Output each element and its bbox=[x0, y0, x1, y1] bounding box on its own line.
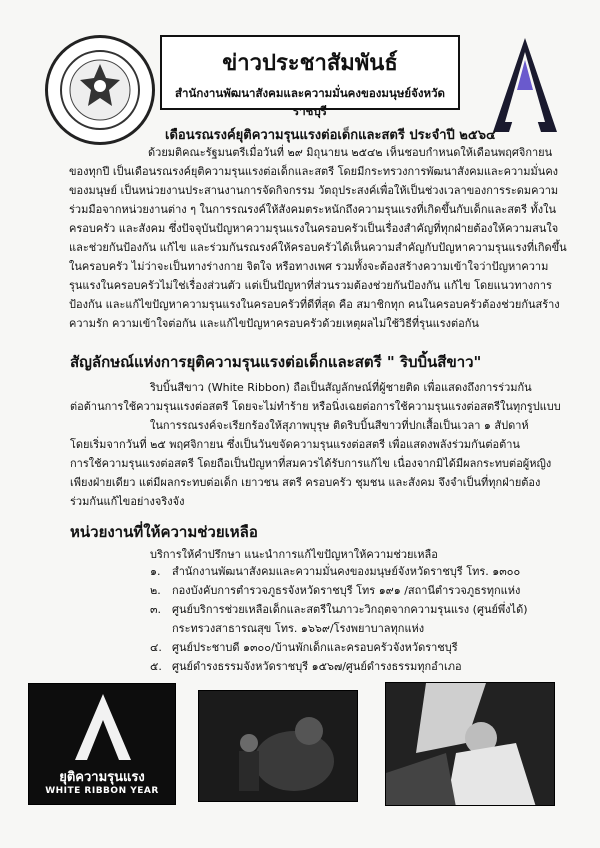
paragraph-line: ด้วยมติคณะรัฐมนตรีเมื่อวันที่ ๒๙ มิถุนายน ๒๕๔๒ เห็นชอบกำหนดให้เดือนพฤศจิกายน bbox=[148, 146, 553, 159]
item-text: กองบังคับการตำรวจภูธรจังหวัดราชบุรี โทร ๑๙๑ /สถานีตำรวจภูธรทุกแห่ง bbox=[172, 584, 521, 597]
paragraph-line: ต่อต้านการใช้ความรุนแรงต่อสตรี โดยจะไม่ทำร้าย หรือนิ่งเฉยต่อการใช้ความรุนแรงต่อสตรีในทุกรูปแบบ bbox=[70, 400, 561, 413]
badge-english-text: WHITE RIBBON YEAR bbox=[45, 786, 159, 796]
paragraph-line: ป้องกัน และแก้ไขปัญหาความรุนแรงในครอบครัวที่ดีที่สุด คือ สมาชิกทุก คนในครอบครัวต้องช่วยกันสร้าง bbox=[69, 298, 560, 311]
list-item bbox=[150, 562, 550, 581]
item-number: ๓. bbox=[150, 603, 162, 616]
item-text: ศูนย์บริการช่วยเหลือเด็กและสตรีในภาวะวิกฤตจากความรุนแรง (ศูนย์พึ่งได้) bbox=[172, 603, 528, 616]
paragraph-line: รุนแรงในครอบครัวไม่ใช่เรื่องส่วนตัว แต่เป็นปัญหาที่ส่วนรวมต้องช่วยกันป้องกัน แก้ไข โดยแนวทางการ bbox=[69, 279, 552, 292]
list-item bbox=[150, 600, 550, 638]
page-title: ข่าวประชาสัมพันธ์ bbox=[222, 51, 398, 76]
list-item bbox=[150, 657, 550, 676]
paragraph-line: ความรัก ความเข้าใจต่อกัน และแก้ไขปัญหาครอบครัวด้วยเหตุผลไม่ใช้วิธีที่รุนแรงต่อกัน bbox=[69, 317, 479, 330]
paragraph-line: การใช้ความรุนแรงต่อสตรี โดยถือเป็นปัญหาที่สมควรได้รับการแก้ไข เนื่องจากมิได้มีผลกระทบต่อผู้หญิง bbox=[70, 457, 552, 470]
paragraph-line: โดยเริ่มจากวันที่ ๒๕ พฤศจิกายน ซึ่งเป็นวันขจัดความรุนแรงต่อสตรี เพื่อแสดงพลังร่วมกันต่อต้าน bbox=[70, 438, 520, 451]
header-title-box bbox=[160, 35, 460, 118]
white-ribbon-icon bbox=[29, 688, 176, 768]
item-text: สำนักงานพัฒนาสังคมและความมั่นคงของมนุษย์จังหวัดราชบุรี โทร. ๑๓๐๐ bbox=[172, 565, 521, 578]
badge-thai-text: ยุติความรุนแรง bbox=[59, 770, 145, 785]
government-seal-logo bbox=[45, 35, 155, 145]
item-number: ๕. bbox=[150, 660, 162, 673]
item-text-continued: กระทรวงสาธารณสุข โทร. ๑๖๖๙/โรงพยาบาลทุกแห่ง bbox=[172, 622, 425, 635]
page-subtitle: สำนักงานพัฒนาสังคมและความมั่นคงของมนุษย์จังหวัดราชบุรี bbox=[174, 86, 445, 118]
campaign-paragraph bbox=[69, 143, 567, 333]
victim-photo-image bbox=[385, 682, 555, 806]
paragraph-line: และช่วยกันป้องกัน แก้ไข และร่วมกันรณรงค์ให้ครอบครัวได้เห็นความสำคัญกับปัญหาความรุนแรงที่เกิดขึ้น bbox=[69, 241, 567, 254]
item-text: ศูนย์ประชาบดี ๑๓๐๐/บ้านพักเด็กและครอบครัวจังหวัดราชบุรี bbox=[172, 641, 458, 654]
paragraph-line: ในครอบครัว ไม่ว่าจะเป็นทางร่างกาย จิตใจ หรือทางเพศ รวมทั้งจะต้องสร้างความเข้าใจว่าปัญหาความ bbox=[69, 260, 549, 273]
paragraph-line: ริบบิ้นสีขาว (White Ribbon) ถือเป็นสัญลักษณ์ที่ผู้ชายติด เพื่อแสดงถึงการร่วมกัน bbox=[150, 381, 532, 394]
symbol-paragraph bbox=[70, 378, 561, 511]
item-number: ๑. bbox=[150, 565, 161, 578]
paragraph-line: ร่วมมือจากหน่วยงานต่าง ๆ ในการรณรงค์ให้สังคมตระหนักถึงความรุนแรงที่เกิดขึ้นกับเด็กและสตรี ทั้งใน bbox=[69, 203, 556, 216]
woman-victim-icon bbox=[386, 683, 555, 806]
white-ribbon-year-image bbox=[28, 683, 176, 805]
paragraph-line: ของทุกปี เป็นเดือนรณรงค์ยุติความรุนแรงต่อเด็กและสตรี โดยมีกระทรวงการพัฒนาสังคมและความมั่นคง bbox=[69, 165, 559, 178]
list-item bbox=[150, 638, 550, 657]
help-list bbox=[150, 562, 550, 676]
paragraph-line: เพียงฝ่ายเดียว แต่มีผลกระทบต่อเด็ก เยาวชน สตรี ครอบครัว ชุมชน และสังคม จึงจำเป็นที่ทุกฝ่ายต้อง bbox=[70, 476, 541, 489]
item-number: ๒. bbox=[150, 584, 161, 597]
paragraph-line: ในการรณรงค์จะเรียกร้องให้สุภาพบุรุษ ติดริบบิ้นสีขาวที่ปกเสื้อเป็นเวลา ๑ สัปดาห์ bbox=[150, 419, 529, 432]
list-item bbox=[150, 581, 550, 600]
help-heading: หน่วยงานที่ให้ความช่วยเหลือ bbox=[70, 523, 258, 541]
help-intro: บริการให้คำปรึกษา แนะนำการแก้ไขปัญหาให้ความช่วยเหลือ bbox=[150, 548, 438, 561]
silhouette-scene-icon bbox=[199, 691, 358, 802]
paragraph-line: ของมนุษย์ เป็นหน่วยงานประสานงานการจัดกิจกรรม วัตถุประสงค์เพื่อให้เป็นช่วงเวลาของการระดมความ bbox=[69, 184, 559, 197]
violence-photo-image bbox=[198, 690, 358, 802]
paragraph-line: ร่วมกันแก้ไขอย่างจริงจัง bbox=[70, 495, 185, 508]
item-text: ศูนย์ดำรงธรรมจังหวัดราชบุรี ๑๕๖๗/ศูนย์ดำรงธรรมทุกอำเภอ bbox=[172, 660, 462, 673]
symbol-heading: สัญลักษณ์แห่งการยุติความรุนแรงต่อเด็กและสตรี " ริบบิ้นสีขาว" bbox=[70, 353, 482, 371]
campaign-heading: เดือนรณรงค์ยุติความรุนแรงต่อเด็กและสตรี ประจำปี ๒๕๖๔ bbox=[165, 128, 496, 143]
paragraph-line: ครอบครัว และสังคม ซึ่งปัจจุบันปัญหาความรุนแรงในครอบครัวเป็นเรื่องสำคัญที่ทุกฝ่ายต้องให้ความสนใจ bbox=[69, 222, 559, 235]
deity-emblem-icon bbox=[62, 52, 138, 128]
item-number: ๔. bbox=[150, 641, 162, 654]
seal-emblem-icon bbox=[60, 50, 140, 130]
